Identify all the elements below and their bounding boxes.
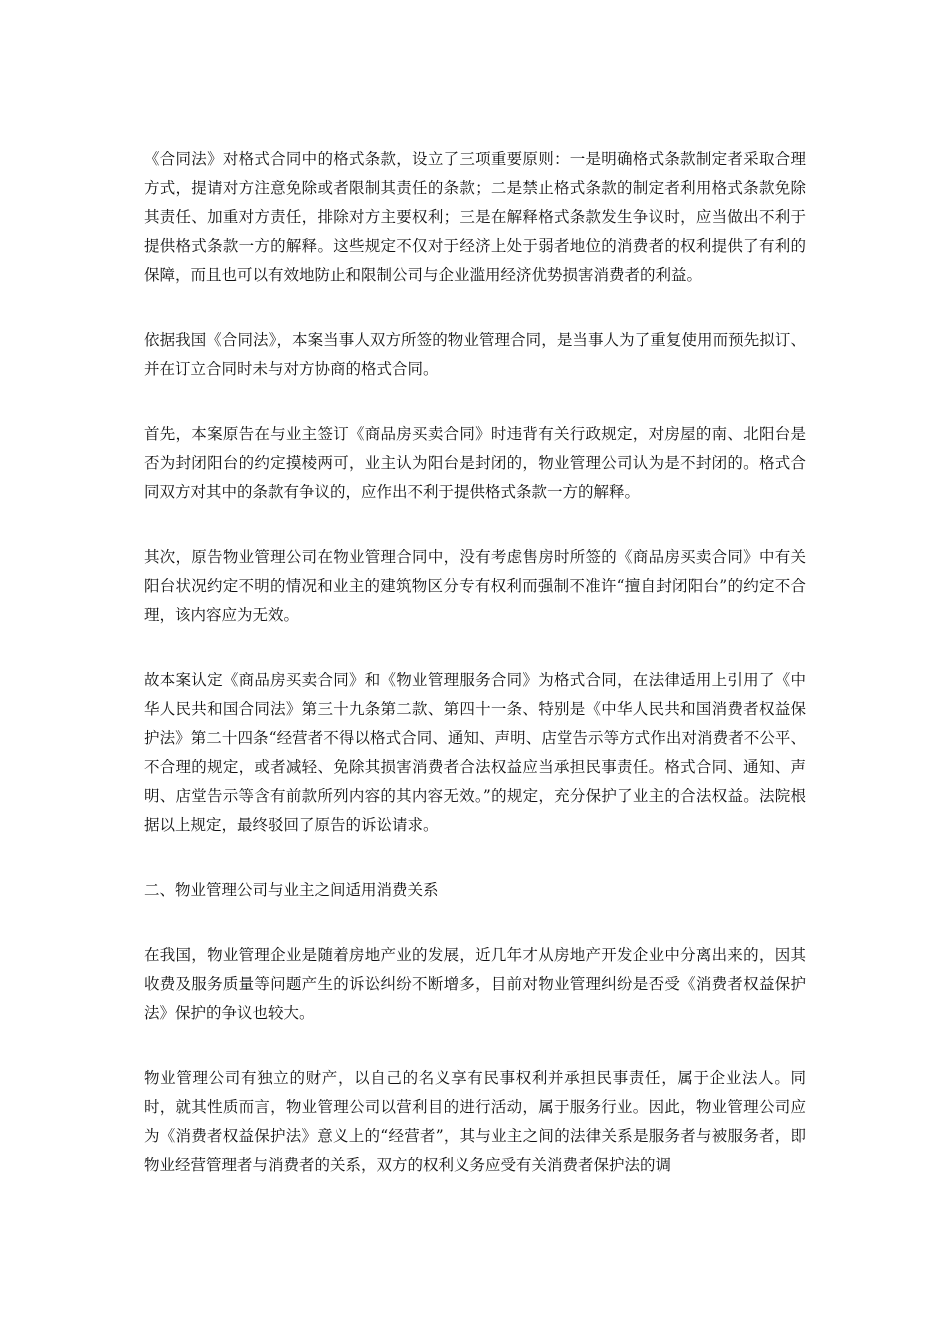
paragraph-consumer-relationship: 物业管理公司有独立的财产，以自己的名义享有民事权利并承担民事责任，属于企业法人。同时，就其性质而言，物业管理公司以营利目的进行活动，属于服务行业。因此，物业管理公司应为《消费者权益保护法》意义上的“经营者”，其与业主之间的法律关系是服务者与被服务者，即物业经营管理者与消费者的关系，双方的权利义务应受有关消费者保护法的调 [144,1069,806,1174]
paragraph-contract-law-basis: 依据我国《合同法》，本案当事人双方所签的物业管理合同，是当事人为了重复使用而预先拟订、并在订立合同时未与对方协商的格式合同。 [144,331,806,378]
document-body [144,145,806,1216]
paragraph-second-point: 其次，原告物业管理公司在物业管理合同中，没有考虑售房时所签的《商品房买卖合同》中有关阳台状况约定不明的情况和业主的建筑物区分专有权利而强制不准许“擅自封闭阳台”的约定不合理，该内容应为无效。 [144,548,806,624]
paragraph-court-ruling: 故本案认定《商品房买卖合同》和《物业管理服务合同》为格式合同，在法律适用上引用了《中华人民共和国合同法》第三十九条第二款、第四十一条、特别是《中华人民共和国消费者权益保护法》第二十四条“经营者不得以格式合同、通知、声明、店堂告示等方式作出对消费者不公平、不合理的规定，或者减轻、免除其损害消费者合法权益应当承担民事责任。格式合同、通知、声明、店堂告示等含有前款所列内容的其内容无效。”的规定，充分保护了业主的合法权益。法院根据以上规定，最终驳回了原告的诉讼请求。 [144,671,806,834]
paragraph-first-point: 首先，本案原告在与业主签订《商品房买卖合同》时违背有关行政规定，对房屋的南、北阳台是否为封闭阳台的约定摸棱两可，业主认为阳台是封闭的，物业管理公司认为是不封闭的。格式合同双方对其中的条款有争议的，应作出不利于提供格式条款一方的解释。 [144,425,806,501]
section-heading: 二、物业管理公司与业主之间适用消费关系 [144,881,439,899]
paragraph-format-clause-principles: 《合同法》对格式合同中的格式条款，设立了三项重要原则：一是明确格式条款制定者采取合理方式，提请对方注意免除或者限制其责任的条款；二是禁止格式条款的制定者利用格式条款免除其责任、加重对方责任，排除对方主要权利；三是在解释格式条款发生争议时，应当做出不利于提供格式条款一方的解释。这些规定不仅对于经济上处于弱者地位的消费者的权利提供了有利的保障，而且也可以有效地防止和限制公司与企业滥用经济优势损害消费者的利益。 [144,150,806,284]
paragraph-property-management-background: 在我国，物业管理企业是随着房地产业的发展，近几年才从房地产开发企业中分离出来的，因其收费及服务质量等问题产生的诉讼纠纷不断增多，目前对物业管理纠纷是否受《消费者权益保护法》保护的争议也较大。 [144,946,806,1022]
